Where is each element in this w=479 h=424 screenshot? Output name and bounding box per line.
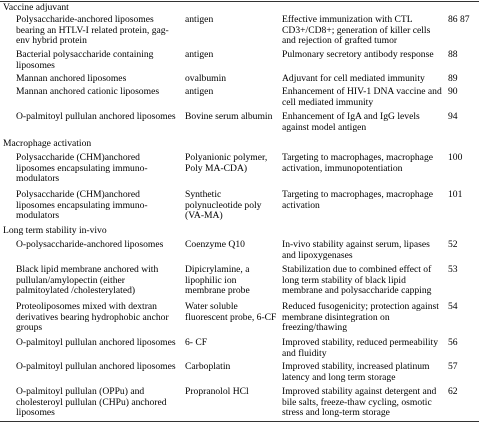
outcome-cell: In-vivo stability against serum, lipases and lipoxygenases (282, 239, 430, 261)
system-cell: Bacterial polysaccharide containing liposomes (16, 49, 154, 71)
agent-cell: Synthetic polynucleotide poly (VA-MA) (185, 189, 262, 222)
system-cell: Black lipid membrane anchored with pullulan/amylopectin (either palmitoylated /cholesterylated) (16, 264, 159, 297)
ref-cell: 54 (448, 301, 458, 312)
agent-cell: antigen (185, 14, 214, 25)
outcome-cell: Improved stability, increased platinum latency and long term storage (282, 361, 430, 383)
agent-cell: ovalbumin (185, 73, 227, 84)
ref-cell: 86 87 (448, 14, 470, 25)
agent-cell: Bovine serum albumin (185, 111, 273, 122)
outcome-cell: Enhancement of HIV-1 DNA vaccine and cell mediated immunity (282, 86, 442, 108)
system-cell: Proteoliposomes mixed with dextran derivatives bearing hydrophobic anchor groups (16, 301, 169, 334)
system-cell: Polysaccharide (CHM)anchored liposomes encapsulating immuno-modulators (16, 189, 148, 222)
ref-cell: 53 (448, 264, 458, 275)
outcome-cell: Targeting to macrophages, macrophage activation (282, 189, 433, 211)
system-cell: Mannan anchored liposomes (16, 73, 127, 84)
ref-cell: 94 (448, 111, 458, 122)
agent-cell: Propranolol HCl (185, 386, 249, 397)
system-cell: O-palmitoyl pullulan anchored liposomes (16, 361, 176, 372)
agent-cell: 6- CF (185, 337, 208, 348)
outcome-cell: Adjuvant for cell mediated immunity (282, 73, 425, 84)
outcome-cell: Targeting to macrophages, macrophage activation, immunopotentiation (282, 152, 433, 174)
outcome-cell: Effective immunization with CTL CD3+/CD8+; generation of killer cells and rejection of grafted tumor (282, 14, 431, 47)
ref-cell: 57 (448, 361, 458, 372)
system-cell: Polysaccharide-anchored liposomes bearing an HTLV-I related protein, gag-env hybrid protein (16, 14, 169, 47)
outcome-cell: Pulmonary secretory antibody response (282, 49, 434, 60)
ref-cell: 89 (448, 73, 458, 84)
ref-cell: 88 (448, 49, 458, 60)
ref-cell: 90 (448, 86, 458, 97)
agent-cell: Water soluble fluorescent probe, 6-CF (185, 301, 277, 323)
section-title: Macrophage activation (3, 138, 92, 149)
system-cell: O-palmitoyl pullulan anchored liposomes (16, 111, 176, 122)
agent-cell: Coenzyme Q10 (185, 239, 245, 250)
ref-cell: 101 (448, 189, 463, 200)
agent-cell: antigen (185, 86, 214, 97)
system-cell: O-palmitoyl pullulan (OPPu) and cholesteroyl pullulan (CHPu) anchored liposomes (16, 386, 167, 419)
section-title: Vaccine adjuvant (3, 2, 69, 13)
system-cell: O-polysaccharide-anchored liposomes (16, 239, 164, 250)
outcome-cell: Improved stability, reduced permeability and fluidity (282, 337, 439, 359)
section-title: Long term stability in-vivo (3, 225, 107, 236)
ref-cell: 100 (448, 152, 463, 163)
top-rule (0, 1, 479, 2)
outcome-cell: Reduced fusogenicity; protection against membrane disintegration on freezing/thawing (282, 301, 439, 334)
outcome-cell: Improved stability against detergent and bile salts, freeze-thaw cycling, osmotic stress and long-term storage (282, 386, 437, 419)
outcome-cell: Enhancement of IgA and IgG levels against model antigen (282, 111, 420, 133)
agent-cell: Polyanionic polymer, Poly MA-CDA) (185, 152, 268, 174)
system-cell: O-palmitoyl pullulan anchored liposomes (16, 337, 176, 348)
system-cell: Polysaccharide (CHM)anchored liposomes encapsulating immuno-modulators (16, 152, 148, 185)
system-cell: Mannan anchored cationic liposomes (16, 86, 160, 97)
ref-cell: 62 (448, 386, 458, 397)
outcome-cell: Stabilization due to combined effect of long term stability of black lipid membrane and polysaccharide capping (282, 264, 432, 297)
agent-cell: antigen (185, 49, 214, 60)
agent-cell: Carboplatin (185, 361, 231, 372)
ref-cell: 52 (448, 239, 458, 250)
agent-cell: Dipicrylamine, a lipophilic ion membrane probe (185, 264, 250, 297)
ref-cell: 56 (448, 337, 458, 348)
bottom-rule (0, 421, 479, 422)
